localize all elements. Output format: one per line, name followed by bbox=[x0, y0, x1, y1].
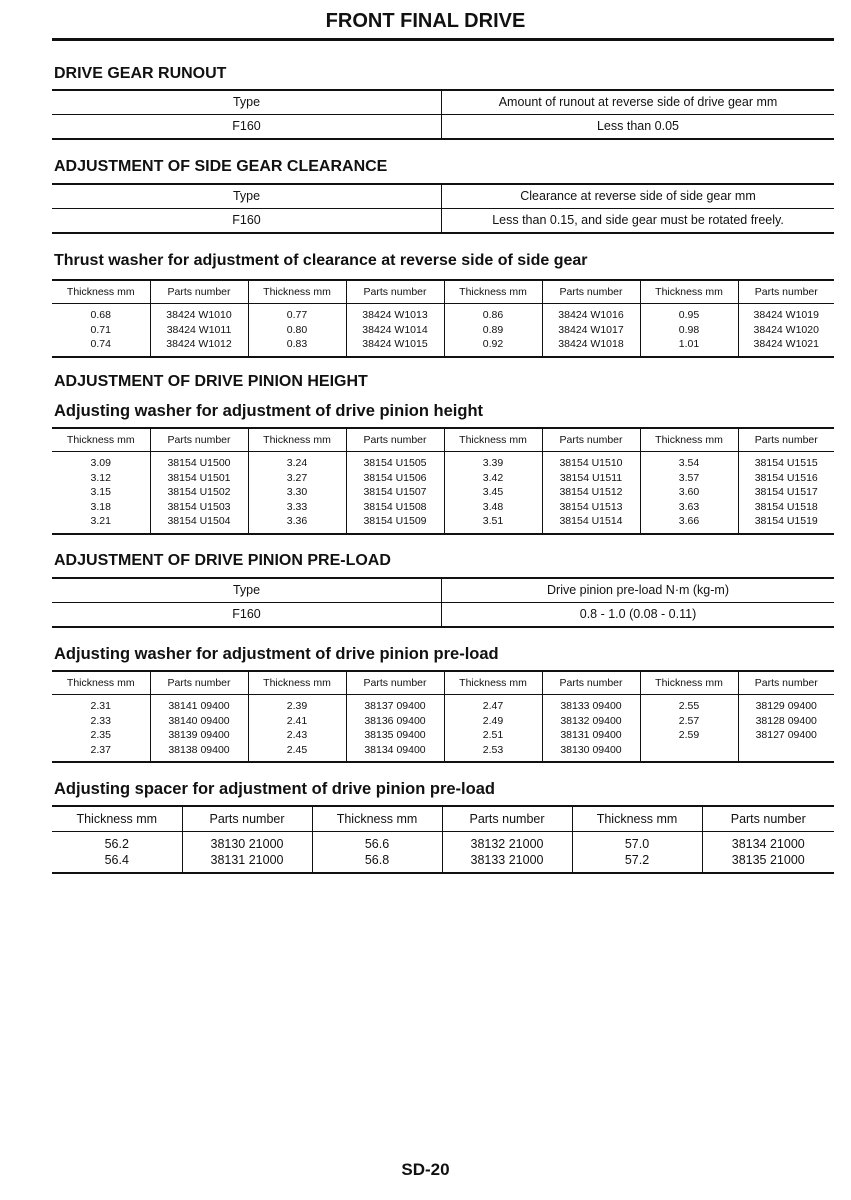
thrust-part-values: 38424 W1019 38424 W1020 38424 W1021 bbox=[753, 309, 819, 351]
side-clearance-col-clearance: Clearance at reverse side of side gear mm bbox=[442, 184, 835, 209]
pinion-header-thickness: Thickness mm bbox=[444, 428, 542, 452]
spacer-thickness-values: 56.2 56.4 bbox=[52, 832, 182, 874]
washer-thickness-values: 2.31 2.33 2.35 2.37 bbox=[52, 695, 150, 763]
washer-header-parts: Parts number bbox=[542, 671, 640, 695]
side-clearance-heading: ADJUSTMENT OF SIDE GEAR CLEARANCE bbox=[54, 158, 388, 175]
washer-part-values: 38137 09400 38136 09400 38135 09400 38134 09400 bbox=[346, 695, 444, 763]
page-title: FRONT FINAL DRIVE bbox=[325, 10, 526, 32]
pinion-part-values: 38154 U1500 38154 U1501 38154 U1502 38154 U1503 38154 U1504 bbox=[150, 452, 248, 534]
washer-header-parts: Parts number bbox=[738, 671, 834, 695]
table-row bbox=[52, 304, 834, 357]
runout-type-value: F160 bbox=[52, 115, 442, 140]
table-row bbox=[52, 695, 834, 763]
runout-col-amount: Amount of runout at reverse side of drive gear mm bbox=[442, 90, 835, 115]
pinion-header-thickness: Thickness mm bbox=[52, 428, 150, 452]
preload-washer-table bbox=[52, 670, 834, 763]
preload-heading: ADJUSTMENT OF DRIVE PINION PRE-LOAD bbox=[54, 552, 391, 569]
thrust-thickness-values: 0.68 0.71 0.74 bbox=[52, 304, 150, 357]
pinion-header-thickness: Thickness mm bbox=[640, 428, 738, 452]
spacer-header-thickness: Thickness mm bbox=[572, 806, 702, 832]
washer-header-thickness: Thickness mm bbox=[52, 671, 150, 695]
pinion-height-subheading: Adjusting washer for adjustment of drive pinion height bbox=[54, 402, 484, 420]
pinion-thickness-values: 3.24 3.27 3.30 3.33 3.36 bbox=[248, 452, 346, 534]
page-number: SD-20 bbox=[401, 1160, 450, 1179]
preload-type-value: F160 bbox=[52, 603, 442, 628]
washer-header-thickness: Thickness mm bbox=[444, 671, 542, 695]
preload-col-type: Type bbox=[52, 578, 442, 603]
spacer-part-values: 38132 21000 38133 21000 bbox=[442, 832, 572, 874]
thrust-header-parts: Parts number bbox=[738, 280, 834, 304]
washer-header-parts: Parts number bbox=[346, 671, 444, 695]
preload-value: 0.8 - 1.0 (0.08 - 0.11) bbox=[579, 607, 697, 622]
spacer-header-thickness: Thickness mm bbox=[52, 806, 182, 832]
washer-part-values: 38129 09400 38128 09400 38127 09400 bbox=[755, 700, 817, 742]
side-clearance-value: Less than 0.15, and side gear must be rotated freely. bbox=[492, 213, 784, 228]
pinion-header-parts: Parts number bbox=[738, 428, 834, 452]
spacer-part-values: 38130 21000 38131 21000 bbox=[182, 832, 312, 874]
thrust-thickness-values: 0.95 0.98 1.01 bbox=[640, 304, 738, 357]
thrust-header-parts: Parts number bbox=[346, 280, 444, 304]
pinion-part-values: 38154 U1515 38154 U1516 38154 U1517 38154 U1518 38154 U1519 bbox=[754, 457, 818, 528]
thrust-thickness-values: 0.86 0.89 0.92 bbox=[444, 304, 542, 357]
pinion-part-values: 38154 U1505 38154 U1506 38154 U1507 38154 U1508 38154 U1509 bbox=[346, 452, 444, 534]
thrust-table bbox=[52, 279, 834, 358]
pinion-header-parts: Parts number bbox=[346, 428, 444, 452]
preload-spacer-heading: Adjusting spacer for adjustment of drive pinion pre-load bbox=[54, 780, 495, 798]
table-row bbox=[52, 452, 834, 534]
pinion-part-values: 38154 U1510 38154 U1511 38154 U1512 38154 U1513 38154 U1514 bbox=[542, 452, 640, 534]
preload-washer-heading: Adjusting washer for adjustment of drive pinion pre-load bbox=[54, 645, 499, 663]
side-clearance-table bbox=[52, 183, 834, 234]
thrust-header-thickness: Thickness mm bbox=[52, 280, 150, 304]
thrust-heading: Thrust washer for adjustment of clearance at reverse side of side gear bbox=[54, 252, 588, 269]
spacer-part-values: 38134 21000 38135 21000 bbox=[731, 837, 805, 867]
preload-col-value: Drive pinion pre-load N·m (kg-m) bbox=[442, 578, 835, 603]
washer-part-values: 38141 09400 38140 09400 38139 09400 38138 09400 bbox=[150, 695, 248, 763]
pinion-header-thickness: Thickness mm bbox=[248, 428, 346, 452]
runout-amount-value: Less than 0.05 bbox=[596, 119, 679, 134]
washer-part-values: 38133 09400 38132 09400 38131 09400 38130 09400 bbox=[542, 695, 640, 763]
thrust-thickness-values: 0.77 0.80 0.83 bbox=[248, 304, 346, 357]
thrust-header-thickness: Thickness mm bbox=[248, 280, 346, 304]
pinion-height-heading: ADJUSTMENT OF DRIVE PINION HEIGHT bbox=[54, 373, 368, 390]
spacer-header-thickness: Thickness mm bbox=[312, 806, 442, 832]
washer-thickness-values: 2.47 2.49 2.51 2.53 bbox=[444, 695, 542, 763]
spacer-header-parts: Parts number bbox=[182, 806, 312, 832]
thrust-header-thickness: Thickness mm bbox=[640, 280, 738, 304]
spacer-thickness-values: 56.6 56.8 bbox=[312, 832, 442, 874]
runout-table bbox=[52, 89, 834, 140]
thrust-header-parts: Parts number bbox=[542, 280, 640, 304]
pinion-thickness-values: 3.09 3.12 3.15 3.18 3.21 bbox=[52, 452, 150, 534]
pinion-height-table bbox=[52, 427, 834, 535]
side-clearance-col-type: Type bbox=[52, 184, 442, 209]
spacer-header-parts: Parts number bbox=[702, 806, 834, 832]
washer-thickness-values: 2.55 2.57 2.59 bbox=[640, 695, 738, 763]
pinion-thickness-values: 3.54 3.57 3.60 3.63 3.66 bbox=[640, 452, 738, 534]
washer-thickness-values: 2.39 2.41 2.43 2.45 bbox=[248, 695, 346, 763]
preload-spacer-table bbox=[52, 805, 834, 874]
thrust-part-values: 38424 W1010 38424 W1011 38424 W1012 bbox=[150, 304, 248, 357]
thrust-header-thickness: Thickness mm bbox=[444, 280, 542, 304]
title-rule bbox=[52, 38, 834, 41]
pinion-header-parts: Parts number bbox=[150, 428, 248, 452]
side-clearance-type-value: F160 bbox=[52, 209, 442, 234]
pinion-header-parts: Parts number bbox=[542, 428, 640, 452]
spacer-thickness-values: 57.0 57.2 bbox=[572, 832, 702, 874]
spacer-header-parts: Parts number bbox=[442, 806, 572, 832]
washer-header-thickness: Thickness mm bbox=[640, 671, 738, 695]
thrust-part-values: 38424 W1016 38424 W1017 38424 W1018 bbox=[542, 304, 640, 357]
table-row bbox=[52, 832, 834, 874]
runout-col-type: Type bbox=[52, 90, 442, 115]
pinion-thickness-values: 3.39 3.42 3.45 3.48 3.51 bbox=[444, 452, 542, 534]
runout-heading: DRIVE GEAR RUNOUT bbox=[54, 65, 227, 82]
washer-header-thickness: Thickness mm bbox=[248, 671, 346, 695]
preload-table bbox=[52, 577, 834, 628]
thrust-part-values: 38424 W1013 38424 W1014 38424 W1015 bbox=[346, 304, 444, 357]
washer-header-parts: Parts number bbox=[150, 671, 248, 695]
thrust-header-parts: Parts number bbox=[150, 280, 248, 304]
